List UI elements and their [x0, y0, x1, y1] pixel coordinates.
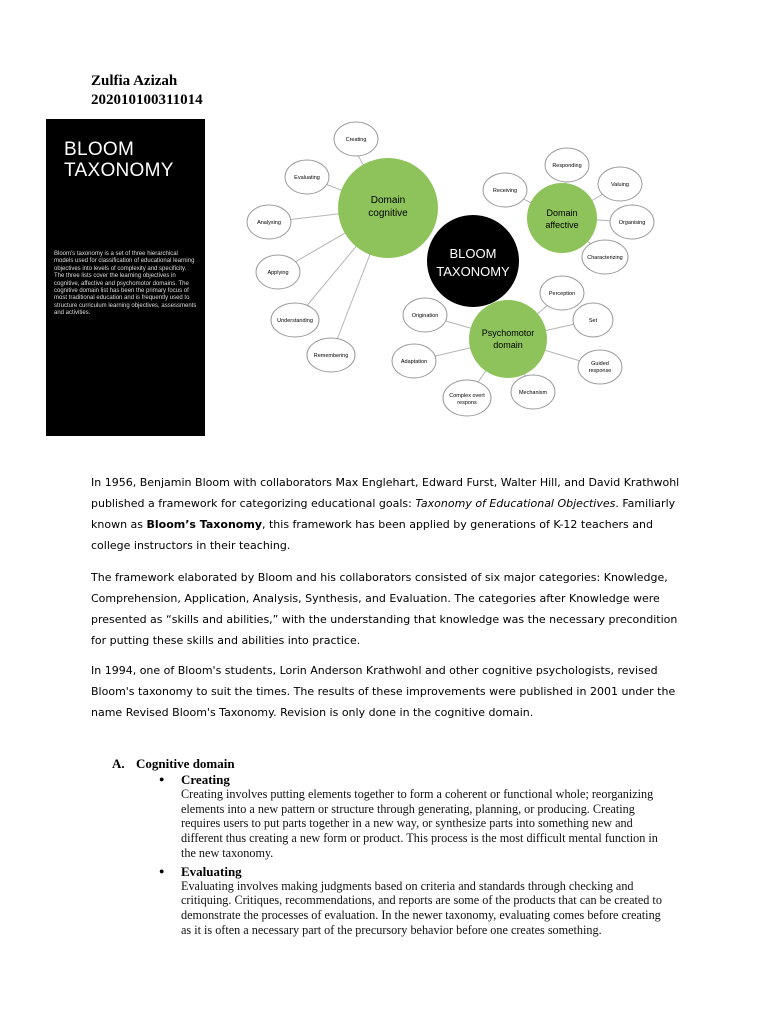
node-label-characterizing: Characterizing	[587, 255, 623, 261]
node-label-perception: Perception	[548, 291, 576, 297]
item-body: Evaluating involves making judgments based on criteria and standards through checking and critiquing. Critiques, recommendations, and reports are some of the products that can be created to demonstrate the processes of evaluation. In the newer taxonomy, evaluating comes before creating as it is often a necessary part of the precursory behavior before one creates something.	[181, 878, 662, 937]
center-label-1: BLOOM	[449, 246, 497, 261]
node-label-creating: Creating	[345, 137, 367, 143]
center-label-2: TAXONOMY	[436, 264, 510, 279]
node-label-mechanism: Mechanism	[518, 390, 548, 396]
book-title: Taxonomy of Educational Objectives	[415, 497, 616, 510]
item-title: Creating	[181, 772, 230, 787]
affective-label-2: affective	[545, 220, 579, 230]
panel-description: Bloom's taxonomy is a set of three hierarchical models used for classification of educational learning objectives into levels of complexity and specificity. The three lists cover the learning objectives in cognitive, affective and psychomotor domains. The cognitive domain list has been the primary focus of most traditional education and is frequently used to structure curriculum learning objectives, assessments and activities.	[54, 251, 197, 317]
node-label-set: Set	[588, 318, 598, 324]
list-item-evaluating	[159, 863, 672, 938]
blooms-taxonomy-bold: Bloom’s Taxonomy	[146, 518, 262, 531]
panel-title: BLOOM TAXONOMY	[64, 139, 174, 181]
node-label-remembering: Remembering	[313, 353, 349, 359]
author-name: Zulfia Azizah	[91, 73, 178, 89]
node-label-adaptation: Adaptation	[400, 359, 428, 365]
node-label-organising: Organising	[618, 220, 646, 226]
psychomotor-domain-circle	[469, 300, 547, 378]
cognitive-domain-section	[112, 756, 672, 937]
node-label-analysing: Analysing	[257, 220, 281, 226]
node-label-guided: Guided	[591, 361, 609, 367]
author-id: 202010100311014	[91, 92, 203, 108]
node-label-origination: Origination	[411, 313, 439, 319]
section-heading: A. Cognitive domain	[112, 756, 235, 771]
node-label-respons: respons	[457, 400, 477, 406]
bullet-icon: ●	[159, 865, 165, 876]
cognitive-label-2: cognitive	[368, 208, 408, 219]
paragraph-history: In 1956, Benjamin Bloom with collaborators Max Englehart, Edward Furst, Walter Hill, and David Krathwohl published a framework for categorizing educational goals: Taxonomy of Educational Objectives. Familiarly known as Bloom’s Taxonomy, this framework has been applied by generations of K-12 teachers and college instructors in their teaching.	[91, 476, 680, 552]
bullet-icon: ●	[159, 774, 165, 784]
list-item-creating	[159, 772, 672, 861]
psychomotor-label-1: Psychomotor	[481, 328, 535, 338]
affective-label-1: Domain	[546, 208, 578, 218]
cognitive-label-1: Domain	[370, 195, 406, 206]
node-label-response: response	[588, 368, 612, 374]
affective-domain-circle	[527, 183, 597, 253]
bloom-center-circle	[427, 215, 519, 307]
node-guided-response	[578, 350, 622, 384]
node-label-applying: Applying	[267, 270, 289, 276]
psychomotor-label-2: domain	[493, 340, 523, 350]
node-label-complex-overt: Complex overt	[449, 393, 485, 399]
item-title: Evaluating	[181, 863, 242, 879]
paragraph-framework: The framework elaborated by Bloom and his collaborators consisted of six major categories: Knowledge, Comprehension, Application, Analysis, Synthesis, and Evaluation. The categories after Knowledge were presented as “skills and abilities,” with the understanding that knowledge was the necessary precondition for putting these skills and abilities into practice.	[91, 571, 678, 647]
node-label-responding: Responding	[552, 163, 582, 169]
node-label-receiving: Receiving	[492, 188, 518, 194]
bloom-title-panel	[46, 119, 205, 436]
node-label-evaluating: Evaluating	[294, 175, 320, 181]
node-label-valuing: Valuing	[611, 182, 629, 188]
author-block	[91, 72, 203, 110]
item-body: Creating involves putting elements together to form a coherent or functional whole; reorganizing elements into a new pattern or structure through generating, planning, or producing. Creating requires users to put parts together in a new way, or synthesize parts into something new and different thus creating a new form or product. This process is the most difficult mental function in the new taxonomy.	[181, 787, 658, 860]
node-label-understanding: Understanding	[277, 318, 313, 324]
paragraph-revision: In 1994, one of Bloom's students, Lorin Anderson Krathwohl and other cognitive psychologists, revised Bloom's taxonomy to suit the times. The results of these improvements were published in 2001 under the name Revised Bloom's Taxonomy. Revision is only done in the cognitive domain.	[91, 664, 676, 719]
bloom-taxonomy-diagram	[240, 118, 660, 418]
